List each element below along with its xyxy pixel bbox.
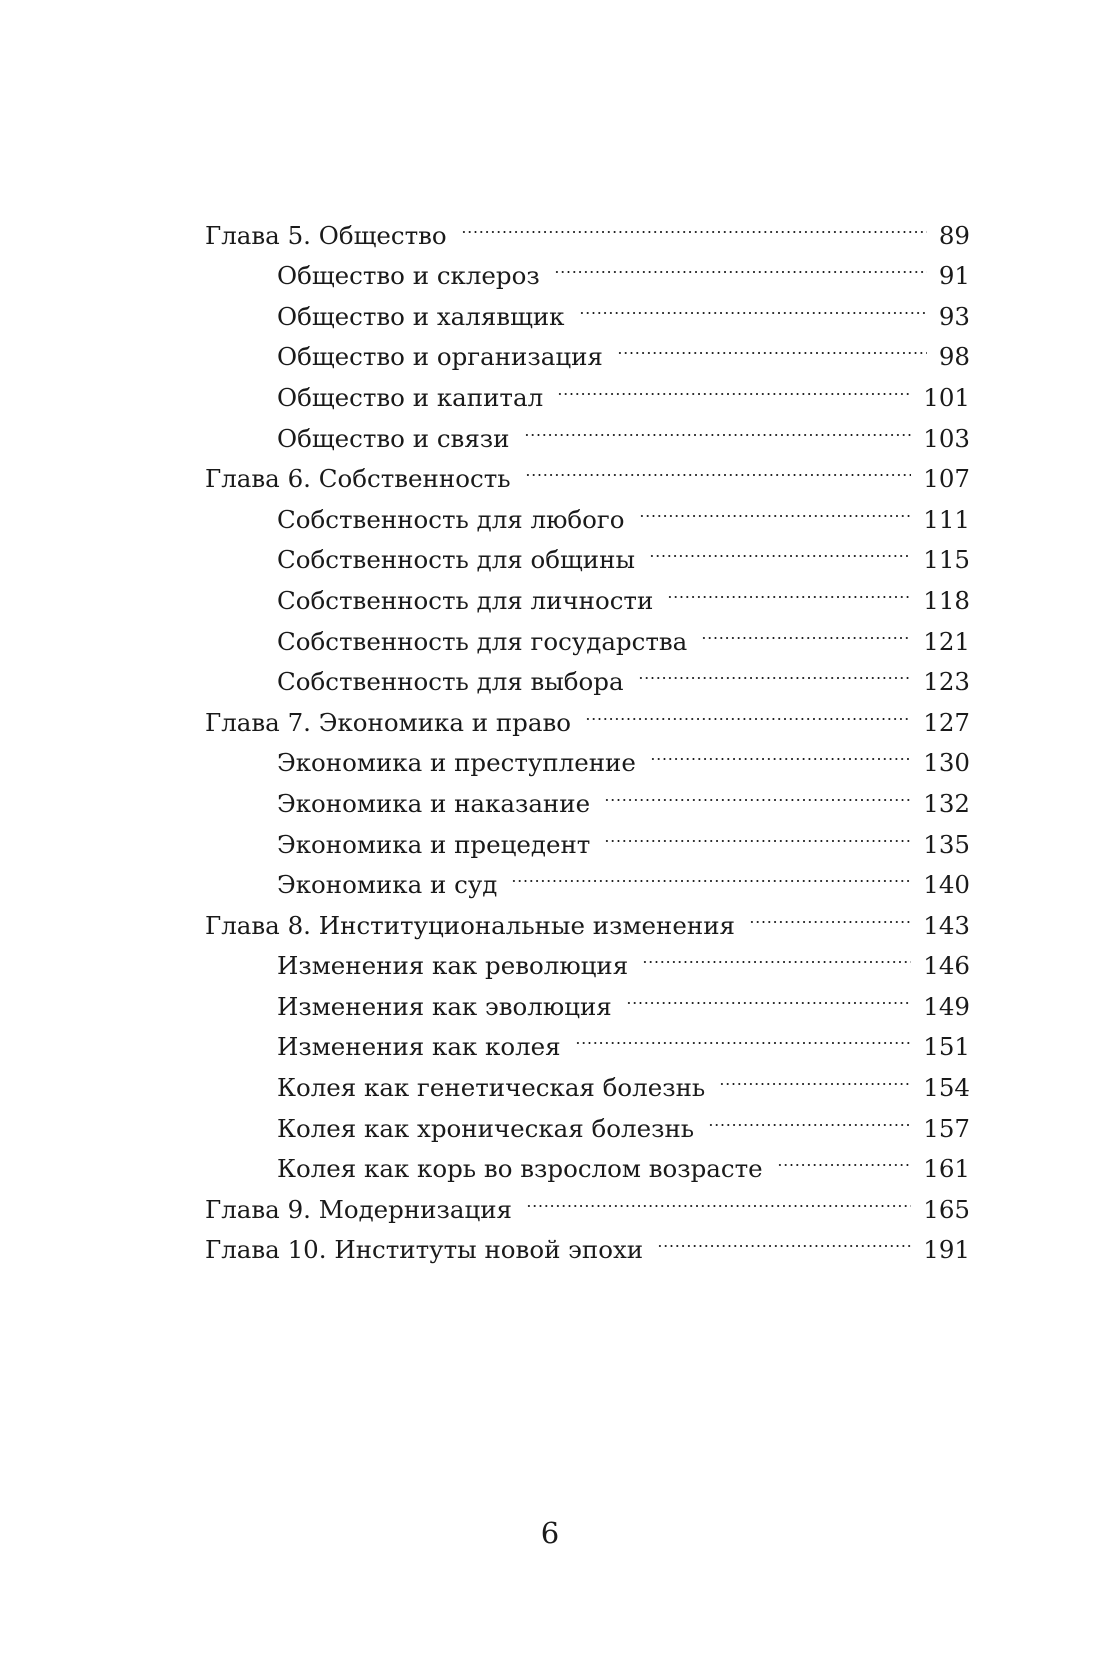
toc-dot-leader	[585, 690, 911, 731]
toc-entry-page: 127	[923, 707, 970, 737]
table-of-contents	[205, 203, 970, 1265]
toc-entry-page: 121	[923, 626, 970, 656]
toc-dot-leader	[642, 934, 911, 975]
toc-dot-leader	[526, 1177, 911, 1218]
toc-entry-page: 149	[923, 991, 970, 1021]
toc-entry-page: 98	[938, 342, 970, 372]
toc-dot-leader	[557, 365, 911, 406]
toc-dot-leader	[604, 812, 911, 853]
toc-dot-leader	[511, 853, 911, 894]
toc-entry-title: Общество и организация	[277, 342, 603, 372]
toc-entry-title: Общество и связи	[277, 423, 510, 453]
toc-dot-leader	[524, 406, 912, 447]
toc-entry-page: 130	[923, 748, 970, 778]
toc-entry-title: Собственность для любого	[277, 504, 625, 534]
toc-entry-title: Экономика и суд	[277, 870, 498, 900]
toc-entry-page: 89	[938, 220, 970, 250]
toc-dot-leader	[708, 1096, 911, 1137]
toc-entry-page: 135	[923, 829, 970, 859]
toc-entry-title: Экономика и прецедент	[277, 829, 591, 859]
toc-dot-leader	[749, 893, 911, 934]
toc-entry-title: Экономика и преступление	[277, 748, 636, 778]
toc-entry-page: 118	[923, 585, 970, 615]
toc-dot-leader	[575, 1015, 912, 1056]
toc-dot-leader	[638, 650, 912, 691]
toc-entry-page: 143	[923, 910, 970, 940]
toc-entry-page: 101	[923, 382, 970, 412]
toc-entry-title: Собственность для выбора	[277, 667, 624, 697]
toc-entry-page: 111	[923, 504, 970, 534]
toc-entry-title: Изменения как эволюция	[277, 991, 612, 1021]
toc-entry-title: Глава 10. Институты новой эпохи	[205, 1235, 644, 1265]
toc-entry-page: 123	[923, 667, 970, 697]
toc-entry-page: 157	[923, 1113, 970, 1143]
toc-dot-leader	[604, 771, 911, 812]
toc-entry-page: 191	[923, 1235, 970, 1265]
toc-entry-page: 103	[923, 423, 970, 453]
toc-entry-title: Глава 7. Экономика и право	[205, 707, 572, 737]
toc-dot-leader	[639, 487, 912, 528]
toc-entry-title: Общество и склероз	[277, 261, 540, 291]
toc-dot-leader	[667, 568, 911, 609]
toc-dot-leader	[719, 1055, 911, 1096]
toc-entry-title: Колея как хроническая болезнь	[277, 1113, 695, 1143]
toc-entry-page: 161	[923, 1154, 970, 1184]
toc-dot-leader	[617, 325, 927, 366]
toc-entry-page: 132	[923, 788, 970, 818]
toc-entry-title: Глава 9. Модернизация	[205, 1194, 513, 1224]
toc-entry-page: 115	[923, 545, 970, 575]
toc-dot-leader	[701, 609, 911, 650]
toc-entry-title: Изменения как революция	[277, 951, 629, 981]
toc-dot-leader	[554, 244, 927, 285]
toc-entry-page: 146	[923, 951, 970, 981]
toc-entry-page: 151	[923, 1032, 970, 1062]
toc-dot-leader	[626, 974, 912, 1015]
toc-entry-page: 165	[923, 1194, 970, 1224]
toc-entry-title: Общество и капитал	[277, 382, 544, 412]
toc-dot-leader	[525, 447, 912, 488]
toc-entry-page: 91	[938, 261, 970, 291]
toc-dot-leader	[461, 203, 927, 244]
toc-dot-leader	[777, 1137, 912, 1178]
toc-entry-title: Собственность для государства	[277, 626, 688, 656]
toc-entry-title: Глава 5. Общество	[205, 220, 447, 250]
toc-dot-leader	[649, 528, 911, 569]
toc-entry-title: Собственность для общины	[277, 545, 635, 575]
toc-chapter-entry	[205, 203, 970, 250]
toc-entry-title: Глава 8. Институциональные изменения	[205, 910, 735, 940]
toc-entry-page: 140	[923, 870, 970, 900]
toc-entry-page: 107	[923, 464, 970, 494]
toc-dot-leader	[657, 1218, 911, 1259]
toc-entry-title: Собственность для личности	[277, 585, 654, 615]
toc-entry-title: Экономика и наказание	[277, 788, 591, 818]
toc-entry-title: Колея как корь во взрослом возрасте	[277, 1154, 763, 1184]
page-number: 6	[540, 1516, 560, 1550]
toc-entry-page: 93	[938, 301, 970, 331]
toc-entry-page: 154	[923, 1073, 970, 1103]
toc-dot-leader	[579, 284, 927, 325]
toc-entry-title: Колея как генетическая болезнь	[277, 1073, 706, 1103]
toc-dot-leader	[650, 731, 911, 772]
toc-entry-title: Общество и халявщик	[277, 301, 565, 331]
toc-entry-title: Изменения как колея	[277, 1032, 561, 1062]
toc-entry-title: Глава 6. Собственность	[205, 464, 511, 494]
